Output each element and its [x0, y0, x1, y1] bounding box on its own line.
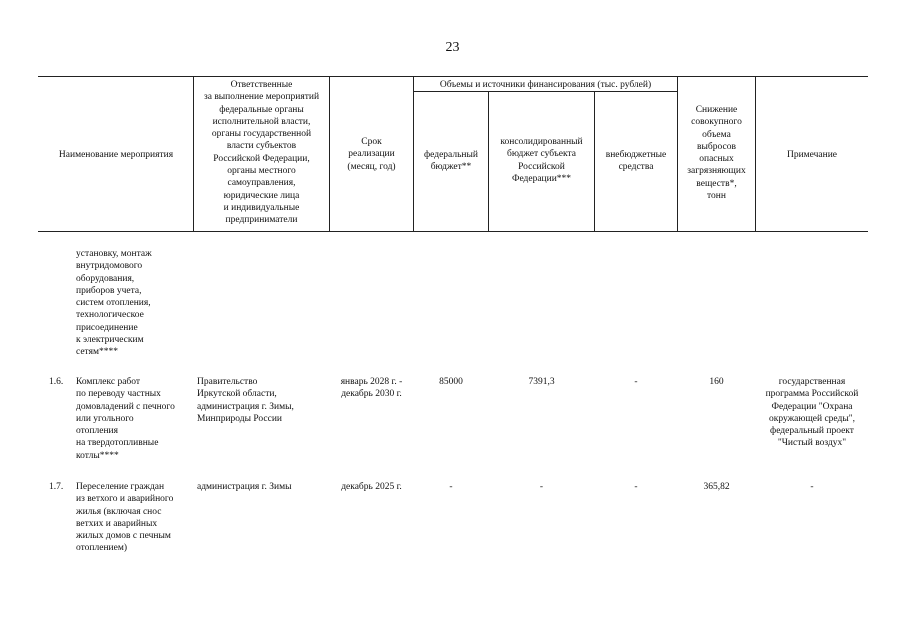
header-reduction: Снижение совокупного объема выбросов опасных загрязняющих веществ*, тонн [687, 105, 746, 202]
row-extra: - [634, 377, 638, 387]
row-note: государственная программа Российской Федерации "Охрана окружающей среды", федеральный проект "Чистый воздух" [765, 377, 859, 449]
header-extra: внебюджетные средства [605, 150, 667, 173]
header-note: Примечание [786, 150, 838, 160]
row-reduction: 160 [709, 377, 724, 387]
row-responsible: Правительство Иркутской области, администрация г. Зимы, Минприроды России [197, 377, 294, 424]
row-federal: - [449, 482, 453, 492]
row-number: 1.6. [49, 377, 64, 387]
row-federal: 85000 [439, 377, 463, 387]
header-consolidated: консолидированный бюджет субъекта Российской Федерации*** [500, 137, 583, 184]
row-name: Комплекс работ по переводу частных домовладений с печного или угольного отопления на твердотопливные котлы**** [76, 377, 175, 461]
row-reduction: 365,82 [703, 482, 730, 492]
header-responsible: Ответственные за выполнение мероприятий федеральные органы исполнительной власти, органы государственной власти субъектов Российской Федерации, органы местного самоуправления, юридические лица и индивидуальные предприниматели [203, 80, 320, 226]
continuation-text: установку, монтаж внутридомового оборудования, приборов учета, систем отопления, технологическое присоединение к электрическим сетям**** [76, 249, 152, 358]
row-name: Переселение граждан из ветхого и аварийного жилья (включая снос ветхих и аварийных жилых домов с печным отоплением) [76, 482, 174, 554]
row-consolidated: - [539, 482, 544, 492]
header-funding: Объемы и источники финансирования (тыс. рублей) [439, 80, 652, 90]
row-term: январь 2028 г. - декабрь 2030 г. [340, 377, 403, 400]
page-number: 23 [445, 40, 460, 55]
row-term: декабрь 2025 г. [341, 482, 402, 492]
row-note: - [810, 482, 814, 492]
row-responsible: администрация г. Зимы [197, 482, 292, 492]
header-federal: федеральный бюджет** [424, 150, 478, 173]
header-name: Наименование мероприятия [58, 150, 174, 160]
header-bottom-border [38, 231, 868, 232]
row-consolidated: 7391,3 [528, 377, 555, 387]
header-term: Срок реализации (месяц, год) [347, 137, 396, 172]
row-number: 1.7. [49, 482, 64, 492]
table-top-border [38, 76, 868, 77]
row-extra: - [634, 482, 638, 492]
